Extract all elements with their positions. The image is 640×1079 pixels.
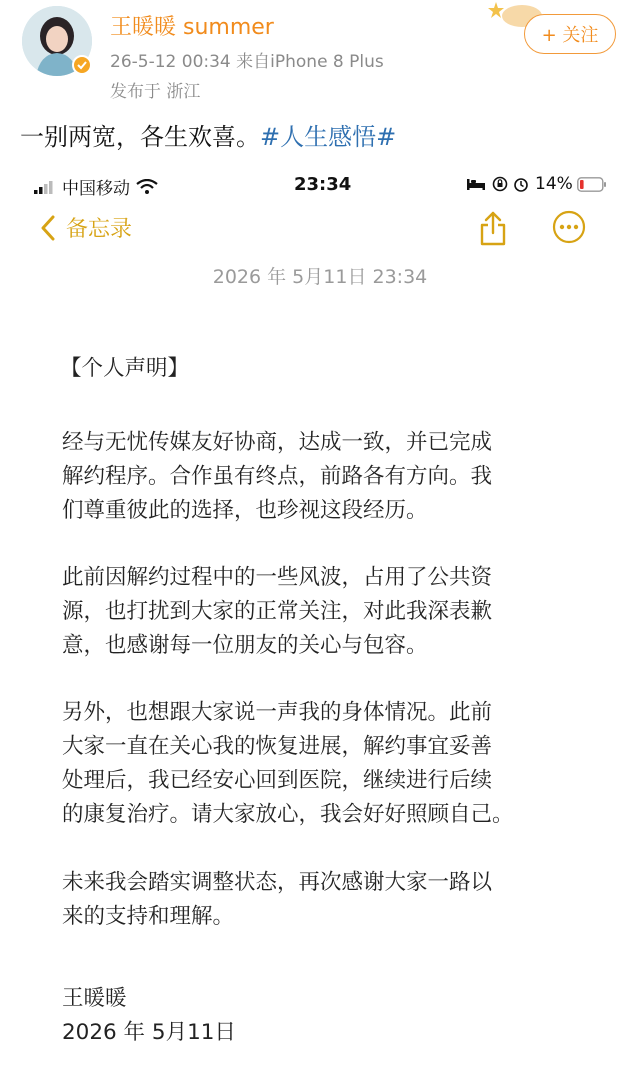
signal-icon [34,180,56,194]
share-icon[interactable] [478,210,508,246]
note-paragraph-2 [62,561,602,663]
battery-icon [577,177,607,192]
bed-icon [466,177,486,191]
paragraph-line: 大家一直在关心我的恢复进展，解约事宜妥善 [62,734,493,759]
post-hashtag[interactable]: #人生感悟# [260,123,397,151]
note-date: 2026 年 5月11日 23:34 [212,266,428,288]
note-signature [62,982,602,1050]
paragraph-line: 另外，也想跟大家说一声我的身体情况。此前 [62,700,493,725]
paragraph-line: 的康复治疗。请大家放心，我会好好照顾自己。 [62,802,514,827]
chevron-left-icon [40,215,56,241]
paragraph-line: 解约程序。合作虽有终点，前路各有方向。我 [62,464,493,489]
username[interactable]: 王暖暖 summer [110,15,274,40]
post-location: 发布于 浙江 [110,82,201,102]
post-body: 一别两宽，各生欢喜。 [20,123,260,151]
status-carrier [34,174,158,199]
back-button[interactable] [40,212,132,243]
paragraph-line: 未来我会踏实调整状态，再次感谢大家一路以 [62,870,493,895]
follow-button[interactable]: + 关注 [524,14,616,54]
heading-line: 【个人声明】 [60,356,190,381]
note-paragraph-3 [62,696,602,832]
paragraph-line: 此前因解约过程中的一些风波，占用了公共资 [62,565,493,590]
note-heading [62,352,602,386]
lock-rotation-icon [492,176,508,192]
signature-date: 2026 年 5月11日 [62,1020,236,1045]
paragraph-line: 处理后，我已经安心回到医院，继续进行后续 [62,768,493,793]
note-paragraph-4 [62,866,602,934]
alarm-icon [513,176,529,192]
paragraph-line: 经与无忧传媒友好协商，达成一致，并已完成 [62,430,493,455]
paragraph-line: 们尊重彼此的选择，也珍视这段经历。 [62,498,428,523]
status-right [466,174,607,194]
post-meta: 26-5-12 00:34 来自iPhone 8 Plus [110,52,384,72]
note-paragraph-1 [62,426,602,528]
signature-name: 王暖暖 [62,986,127,1011]
paragraph-line: 意，也感谢每一位朋友的关心与包容。 [62,633,428,658]
note-screenshot [0,164,640,1079]
back-label: 备忘录 [66,217,133,242]
more-icon[interactable] [552,210,586,244]
wifi-icon [136,179,158,195]
post-text [20,117,396,152]
carrier-name: 中国移动 [62,179,130,199]
status-time: 23:34 [294,174,352,195]
verified-icon [72,55,92,75]
battery-percent: 14% [535,174,573,194]
paragraph-line: 来的支持和理解。 [62,904,235,929]
paragraph-line: 源，也打扰到大家的正常关注，对此我深表歉 [62,599,493,624]
